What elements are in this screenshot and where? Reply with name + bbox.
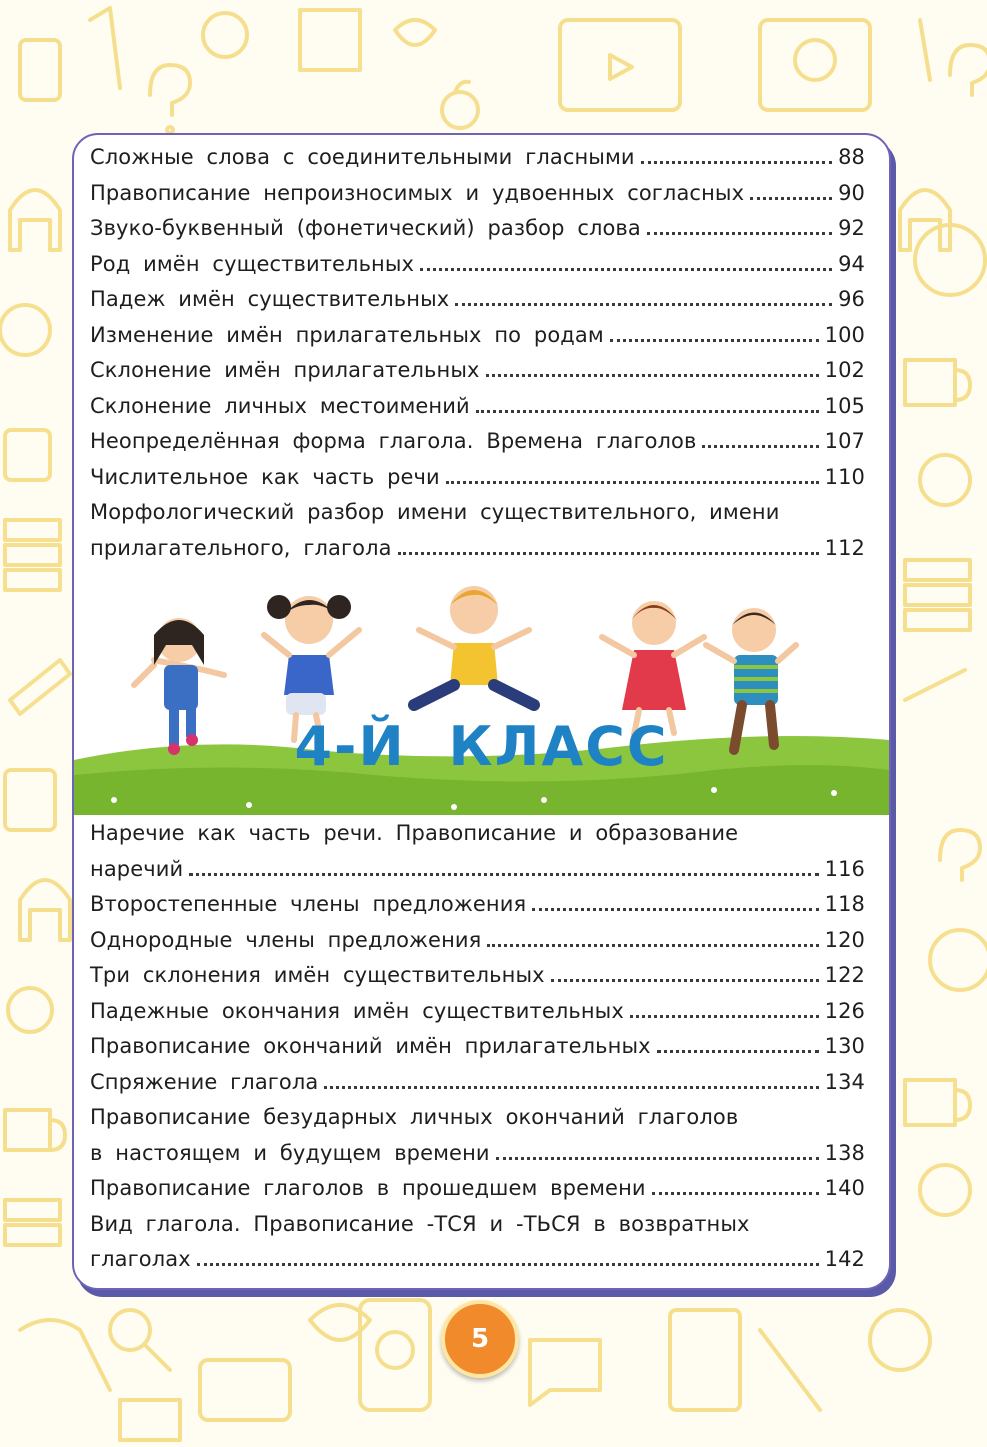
toc-entry[interactable] — [90, 1176, 865, 1212]
person-icon — [870, 1310, 930, 1370]
mug-icon — [905, 360, 970, 405]
question-mark-icon — [940, 830, 980, 880]
toc-list-grade-4 — [90, 821, 865, 1283]
toc-entry-page: 130 — [824, 1034, 865, 1058]
headphones-icon — [20, 880, 70, 940]
mug-icon — [905, 1080, 970, 1125]
toc-entry-continuation[interactable] — [90, 1141, 865, 1177]
monitor-icon — [5, 770, 55, 830]
toc-entry-page: 112 — [824, 535, 865, 560]
toc-entry-title: Правописание непроизносимых и удвоенных согласных — [90, 180, 745, 205]
headphones-icon — [10, 190, 60, 250]
toc-entry[interactable] — [90, 1212, 865, 1248]
person-icon — [203, 13, 247, 57]
toc-entry[interactable] — [90, 1070, 865, 1106]
toc-entry-title: Числительное как часть речи — [90, 464, 440, 489]
toc-entry-page: 118 — [824, 892, 865, 916]
toc-entry-title: Неопределённая форма глагола. Времена глаголов — [90, 429, 697, 453]
toc-entry[interactable] — [90, 181, 865, 217]
book-icon — [300, 10, 360, 70]
toc-entry-title: Звуко-буквенный (фонетический) разбор слова — [90, 216, 641, 240]
tablet-icon — [5, 430, 50, 480]
toc-entry-title: Падеж имён существительных — [90, 287, 450, 311]
toc-entry[interactable] — [90, 145, 865, 181]
toc-entry-page: 96 — [838, 287, 865, 311]
toc-entry[interactable] — [90, 1105, 865, 1141]
dot-leader — [324, 1086, 818, 1089]
toc-entry-page: 100 — [824, 322, 865, 347]
toc-entry[interactable] — [90, 358, 865, 394]
dot-leader — [652, 1192, 819, 1195]
books-icon — [905, 560, 970, 630]
toc-card — [72, 133, 891, 1290]
toc-entry-title: в настоящем и будущем времени — [90, 1140, 490, 1165]
graduate-icon — [920, 455, 970, 505]
dot-leader — [476, 410, 819, 413]
dot-leader — [702, 445, 818, 448]
toc-entry-page: 134 — [824, 1069, 865, 1094]
toc-entry-page: 92 — [838, 216, 865, 240]
toc-entry-title: Сложные слова с соединительными гласными — [90, 145, 635, 169]
dot-leader — [610, 339, 819, 342]
dot-leader — [647, 232, 832, 235]
toc-entry-title: Однородные члены предложения — [90, 927, 482, 952]
pen-icon — [760, 1330, 820, 1410]
toc-entry[interactable] — [90, 465, 865, 501]
pencil-icon — [90, 8, 120, 88]
tablet-icon — [20, 40, 60, 100]
headphones-icon — [900, 190, 950, 250]
graduate-icon — [920, 1165, 970, 1215]
marker-icon — [920, 20, 930, 80]
books-icon — [5, 520, 60, 590]
toc-entry-page: 138 — [824, 1140, 865, 1165]
toc-entry-page: 90 — [838, 180, 865, 205]
toc-entry[interactable] — [90, 216, 865, 252]
toc-entry-title: наречий — [90, 856, 184, 881]
dot-leader — [532, 908, 818, 911]
toc-entry-page: 142 — [824, 1247, 865, 1271]
toc-entry-page: 102 — [824, 358, 865, 382]
toc-entry-page: 120 — [824, 927, 865, 952]
toc-entry-title: Правописание безударных личных окончаний глаголов — [90, 1105, 739, 1129]
toc-entry-title: Вид глагола. Правописание -ТСЯ и -ТЬСЯ в возвратных — [90, 1211, 750, 1236]
page-number-badge: 5 — [441, 1300, 519, 1378]
toc-list-grade-3 — [90, 145, 865, 571]
pencil-icon — [905, 670, 965, 700]
dot-leader — [420, 268, 832, 271]
diploma-icon — [20, 1320, 110, 1390]
toc-entry[interactable] — [90, 252, 865, 288]
kid-boy-jump — [414, 586, 534, 705]
toc-entry-page: 116 — [824, 856, 865, 881]
mug-icon — [5, 1110, 65, 1150]
toc-entry-title: Правописание глаголов в прошедшем времени — [90, 1176, 646, 1200]
section-banner-illustration — [74, 575, 889, 815]
phone-icon — [360, 1300, 430, 1410]
toc-entry[interactable] — [90, 999, 865, 1035]
person-icon — [0, 305, 50, 355]
dot-leader — [750, 197, 832, 200]
toc-entry-continuation[interactable] — [90, 1247, 865, 1283]
toc-entry-page: 140 — [824, 1176, 865, 1200]
toc-entry-page: 126 — [824, 998, 865, 1023]
toc-entry[interactable] — [90, 928, 865, 964]
toc-entry-page: 88 — [838, 145, 865, 169]
notepad-icon — [670, 1310, 740, 1410]
toc-entry-continuation[interactable] — [90, 857, 865, 893]
dot-leader — [197, 1263, 819, 1266]
apple-icon — [442, 92, 478, 128]
dot-leader — [641, 161, 832, 164]
question-mark-icon — [950, 45, 987, 95]
books-icon — [5, 1200, 60, 1245]
dot-leader — [657, 1050, 819, 1053]
toc-entry-title: Правописание окончаний имён прилагательных — [90, 1034, 651, 1058]
toc-entry-title: Наречие как часть речи. Правописание и образование — [90, 821, 739, 845]
toc-entry-continuation[interactable] — [90, 536, 865, 572]
toc-entry-title: Падежные окончания имён существительных — [90, 998, 624, 1023]
question-mark-icon — [150, 65, 190, 115]
toc-entry[interactable] — [90, 394, 865, 430]
toc-entry-page: 122 — [824, 963, 865, 987]
book-icon — [120, 1400, 180, 1440]
toc-entry-title: Склонение имён прилагательных — [90, 358, 480, 382]
toc-entry[interactable] — [90, 1034, 865, 1070]
toc-entry-title: Склонение личных местоимений — [90, 393, 470, 418]
diploma-icon — [10, 660, 70, 714]
globe-icon — [930, 930, 987, 990]
toc-entry[interactable] — [90, 323, 865, 359]
fish-icon — [395, 20, 435, 45]
dot-leader — [455, 303, 832, 306]
dot-leader — [551, 979, 819, 982]
toc-entry[interactable] — [90, 892, 865, 928]
toc-entry-title: Изменение имён прилагательных по родам — [90, 322, 604, 347]
toc-entry-title: Второстепенные члены предложения — [90, 892, 527, 916]
toc-entry-title: Морфологический разбор имени существительного, имени — [90, 500, 780, 524]
dot-leader — [487, 944, 818, 947]
dot-leader — [398, 552, 819, 555]
dot-leader — [486, 374, 819, 377]
chat-bubble-icon — [530, 1340, 600, 1405]
laptop-icon — [200, 1360, 290, 1420]
toc-entry[interactable] — [90, 287, 865, 323]
dot-leader — [496, 1157, 819, 1160]
toc-entry-title: Спряжение глагола — [90, 1069, 319, 1094]
globe-icon — [8, 988, 52, 1032]
dot-leader — [630, 1015, 819, 1018]
toc-entry-title: Род имён существительных — [90, 251, 415, 276]
toc-entry-page: 110 — [824, 464, 865, 489]
toc-entry[interactable] — [90, 429, 865, 465]
dot-leader — [189, 873, 818, 876]
toc-entry-title: прилагательного, глагола — [90, 535, 392, 560]
toc-entry[interactable] — [90, 821, 865, 857]
toc-entry-title: Три склонения имён существительных — [90, 963, 545, 987]
monitor-icon — [760, 20, 870, 110]
toc-entry-page: 105 — [824, 393, 865, 418]
toc-entry-page: 94 — [838, 251, 865, 276]
section-title: 4-Й КЛАСС — [294, 715, 669, 778]
dot-leader — [446, 481, 819, 484]
toc-entry-title: глаголах — [90, 1247, 191, 1271]
laptop-icon — [560, 20, 680, 110]
toc-entry[interactable] — [90, 500, 865, 536]
toc-entry-page: 107 — [824, 429, 865, 453]
toc-entry[interactable] — [90, 963, 865, 999]
